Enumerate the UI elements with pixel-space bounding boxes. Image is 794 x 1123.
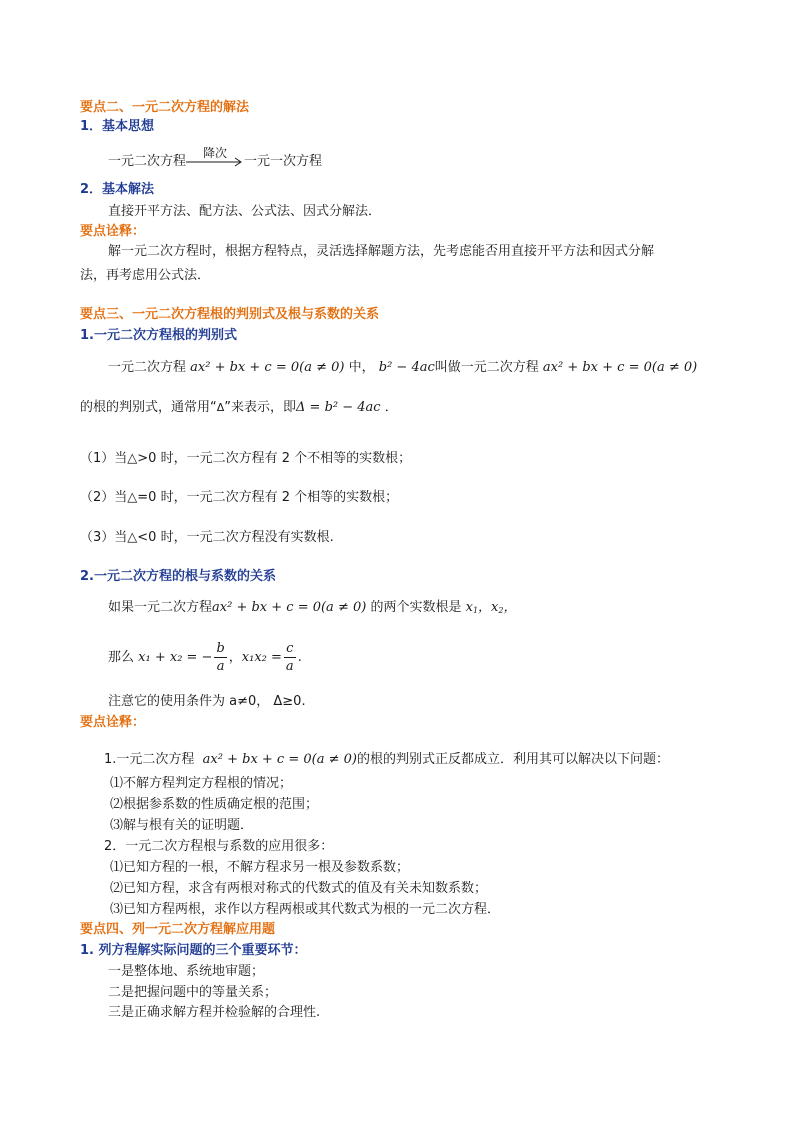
- general-equation: ax² + bx + c = 0(a ≠ 0): [190, 360, 345, 375]
- section4-heading: 要点四、列一元二次方程解应用题: [80, 922, 276, 937]
- discriminant-definition: Δ = b² − 4ac: [296, 400, 381, 415]
- vieta-prod-lhs: x₁x₂ =: [241, 650, 282, 665]
- section3-note-label: 要点诠释：: [80, 715, 146, 730]
- vieta-intro: 如果一元二次方程: [108, 600, 213, 615]
- flow-to: 一元一次方程: [244, 154, 323, 169]
- note2-item: ⑴已知方程的一根，不解方程求另一根及参数系数；: [110, 860, 410, 875]
- delta-symbol: Δ: [216, 401, 225, 414]
- note1-equation: ax² + bx + c = 0(a ≠ 0): [202, 752, 357, 767]
- flow-arrow: [186, 146, 244, 170]
- vieta-then: 那么: [108, 650, 135, 665]
- vieta-roots: $x_1$，$x_2$，: [465, 600, 517, 615]
- step-item: 一是整体地、系统地审题；: [108, 964, 265, 979]
- case-positive: （1）当△>0 时，一元二次方程有 2 个不相等的实数根；: [80, 451, 412, 466]
- methods-text: 直接开平方法、配方法、公式法、因式分解法．: [108, 204, 382, 219]
- step-item: 三是正确求解方程并检验解的合理性.: [108, 1005, 321, 1020]
- vieta-prod-fraction: [284, 640, 296, 675]
- frac2-numerator: c: [284, 640, 296, 658]
- disc-mid: 中，: [348, 360, 375, 375]
- step-item: 二是把握问题中的等量关系；: [108, 985, 278, 1000]
- section2-note-label: 要点诠释：: [80, 224, 146, 239]
- frac1-numerator: b: [216, 641, 225, 656]
- vieta-line1: [108, 600, 517, 619]
- flow-arrow-label: 降次: [203, 146, 228, 160]
- disc-line2-post: ”来表示，即: [224, 400, 297, 415]
- discriminant-line1: [108, 360, 697, 376]
- section2-sub2: 2．基本解法: [80, 182, 155, 197]
- section2-note-line2: 法，再考虑用公式法．: [80, 268, 211, 283]
- flow-from: 一元二次方程: [108, 154, 187, 169]
- general-equation-2: ax² + bx + c = 0(a ≠ 0): [542, 360, 698, 375]
- flow-diagram: [108, 146, 323, 170]
- note2-title: 2．一元二次方程根与系数的应用很多：: [104, 839, 334, 854]
- note1-item: ⑶解与根有关的证明题．: [110, 818, 254, 833]
- note1-post: 的根的判别式正反都成立．利用其可以解决以下问题：: [356, 752, 669, 767]
- case-zero: （2）当△=0 时，一元二次方程有 2 个相等的实数根；: [80, 490, 399, 505]
- section3-heading: 要点三、一元二次方程根的判别式及根与系数的关系: [80, 307, 380, 322]
- section3-sub1: 1.一元二次方程根的判别式: [80, 328, 237, 343]
- vieta-line2: 那么 x₁ + x₂ = − $\frac{b}{a}$ ，x₁x₂ = $\frac{c}{a}$ .: [108, 641, 302, 674]
- section2-sub1: 1．基本思想: [80, 119, 155, 134]
- vieta-sum-lhs: x₁ + x₂ = −: [138, 650, 213, 665]
- section2-heading: 要点二、一元二次方程的解法: [80, 100, 250, 115]
- case-negative: （3）当△<0 时，一元二次方程没有实数根.: [80, 530, 334, 545]
- frac1-denominator: a: [216, 659, 225, 674]
- note1-pre: 1.一元二次方程: [104, 752, 195, 767]
- note1-line: [104, 752, 669, 768]
- note1-item: ⑴不解方程判定方程根的情况；: [110, 776, 293, 791]
- disc-line2-pre: 的根的判别式，通常用“: [80, 400, 217, 415]
- note2-item: ⑵已知方程，求含有两根对称式的代数式的值及有关未知数系数；: [110, 881, 488, 896]
- disc-end: ．: [384, 400, 398, 415]
- discriminant-line2: [80, 400, 398, 416]
- section4-sub1: 1. 列方程解实际问题的三个重要环节：: [80, 943, 307, 958]
- right-arrow-icon: [186, 156, 244, 168]
- vieta-sum-fraction: [214, 640, 226, 675]
- section2-note-line1: 解一元二次方程时，根据方程特点，灵活选择解题方法，先考虑能否用直接开平方法和因式分解: [108, 244, 655, 259]
- note1-item: ⑵根据参系数的性质确定根的范围；: [110, 797, 319, 812]
- vieta-roots-text: 的两个实数根是: [370, 600, 462, 615]
- note2-item: ⑶已知方程两根，求作以方程两根或其代数式为根的一元二次方程．: [110, 902, 501, 917]
- vieta-equation: ax² + bx + c = 0(a ≠ 0): [212, 600, 367, 615]
- disc-intro: 一元二次方程: [108, 360, 187, 375]
- vieta-condition: 注意它的使用条件为 a≠0， Δ≥0.: [108, 694, 306, 709]
- disc-called: 叫做一元二次方程: [434, 360, 539, 375]
- discriminant-expression: b² − 4ac: [378, 360, 435, 375]
- frac2-denominator: a: [285, 659, 294, 674]
- section3-sub2: 2.一元二次方程的根与系数的关系: [80, 569, 276, 584]
